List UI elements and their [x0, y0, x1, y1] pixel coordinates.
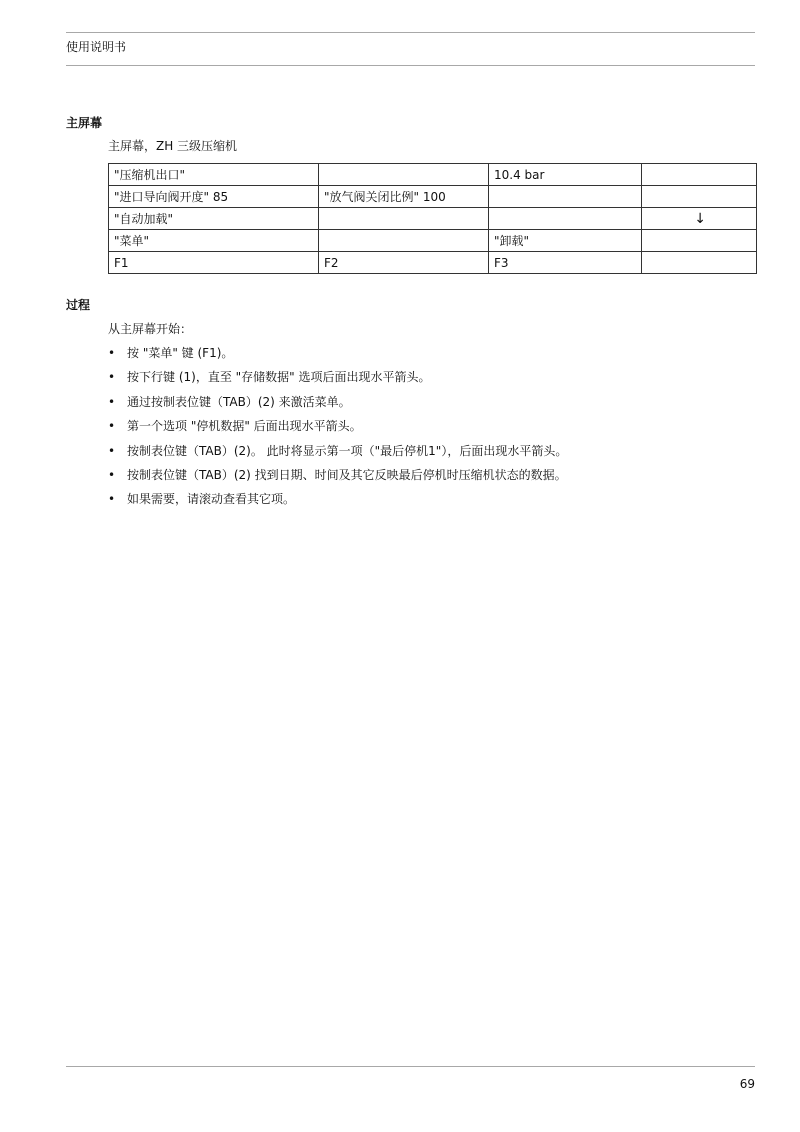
- step-text: 按下行键 (1)，直至 "存储数据" 选项后面出现水平箭头。: [127, 370, 431, 385]
- section-heading-main-screen: 主屏幕: [66, 116, 103, 130]
- table-cell: "自动加载": [109, 208, 319, 230]
- table-cell: "压缩机出口": [109, 164, 319, 186]
- table-cell: "菜单": [109, 230, 319, 252]
- table-row: [109, 208, 757, 230]
- page-number: 69: [739, 1077, 755, 1091]
- step-text: 按 "菜单" 键 (F1)。: [127, 346, 234, 360]
- list-item: [108, 463, 748, 487]
- table-cell: [642, 186, 757, 208]
- table-cell: [642, 164, 757, 186]
- bullet-icon: •: [108, 467, 116, 482]
- table-cell: [642, 252, 757, 274]
- bullet-icon: •: [108, 419, 116, 434]
- table-cell: [319, 208, 489, 230]
- table-cell: [319, 230, 489, 252]
- list-item: [108, 439, 748, 463]
- procedure-steps-list: [108, 341, 748, 512]
- table-cell: [489, 186, 642, 208]
- list-item: [108, 390, 748, 414]
- list-item: [108, 414, 748, 438]
- table-cell: F3: [489, 252, 642, 274]
- document-title: 使用说明书: [66, 40, 127, 54]
- table-cell: [642, 230, 757, 252]
- table-cell: "进口导向阀开度" 85: [109, 186, 319, 208]
- table-row: [109, 230, 757, 252]
- table-cell: [319, 164, 489, 186]
- step-text: 如果需要，请滚动查看其它项。: [127, 492, 296, 507]
- bullet-icon: •: [108, 346, 116, 360]
- table-row: [109, 186, 757, 208]
- table-row: [109, 164, 757, 186]
- header-bottom-rule: [66, 65, 755, 66]
- main-screen-table: [108, 163, 757, 274]
- list-item: [108, 487, 748, 511]
- table-cell: F1: [109, 252, 319, 274]
- step-text: 按制表位键（TAB）(2)。 此时将显示第一项（"最后停机1"），后面出现水平箭头。: [127, 443, 568, 458]
- table-cell: "放气阀关闭比例" 100: [319, 186, 489, 208]
- procedure-intro: 从主屏幕开始：: [108, 322, 193, 336]
- header-top-rule: [66, 32, 755, 33]
- list-item: [108, 365, 748, 389]
- bullet-icon: •: [108, 492, 116, 507]
- table-cell: [489, 208, 642, 230]
- bullet-icon: •: [108, 394, 116, 409]
- step-text: 第一个选项 "停机数据" 后面出现水平箭头。: [127, 419, 362, 434]
- table-cell: "卸载": [489, 230, 642, 252]
- section-heading-procedure: 过程: [66, 298, 91, 312]
- list-item: [108, 341, 748, 365]
- step-text: 通过按制表位键（TAB）(2) 来激活菜单。: [127, 394, 351, 409]
- main-screen-caption: 主屏幕，ZH 三级压缩机: [108, 139, 238, 153]
- table-row: [109, 252, 757, 274]
- table-cell: F2: [319, 252, 489, 274]
- step-text: 按制表位键（TAB）(2) 找到日期、时间及其它反映最后停机时压缩机状态的数据。: [127, 467, 567, 482]
- table-cell: 10.4 bar: [489, 164, 642, 186]
- bullet-icon: •: [108, 370, 116, 385]
- down-arrow-icon: ↓: [642, 208, 757, 230]
- footer-rule: [66, 1066, 755, 1067]
- bullet-icon: •: [108, 443, 116, 458]
